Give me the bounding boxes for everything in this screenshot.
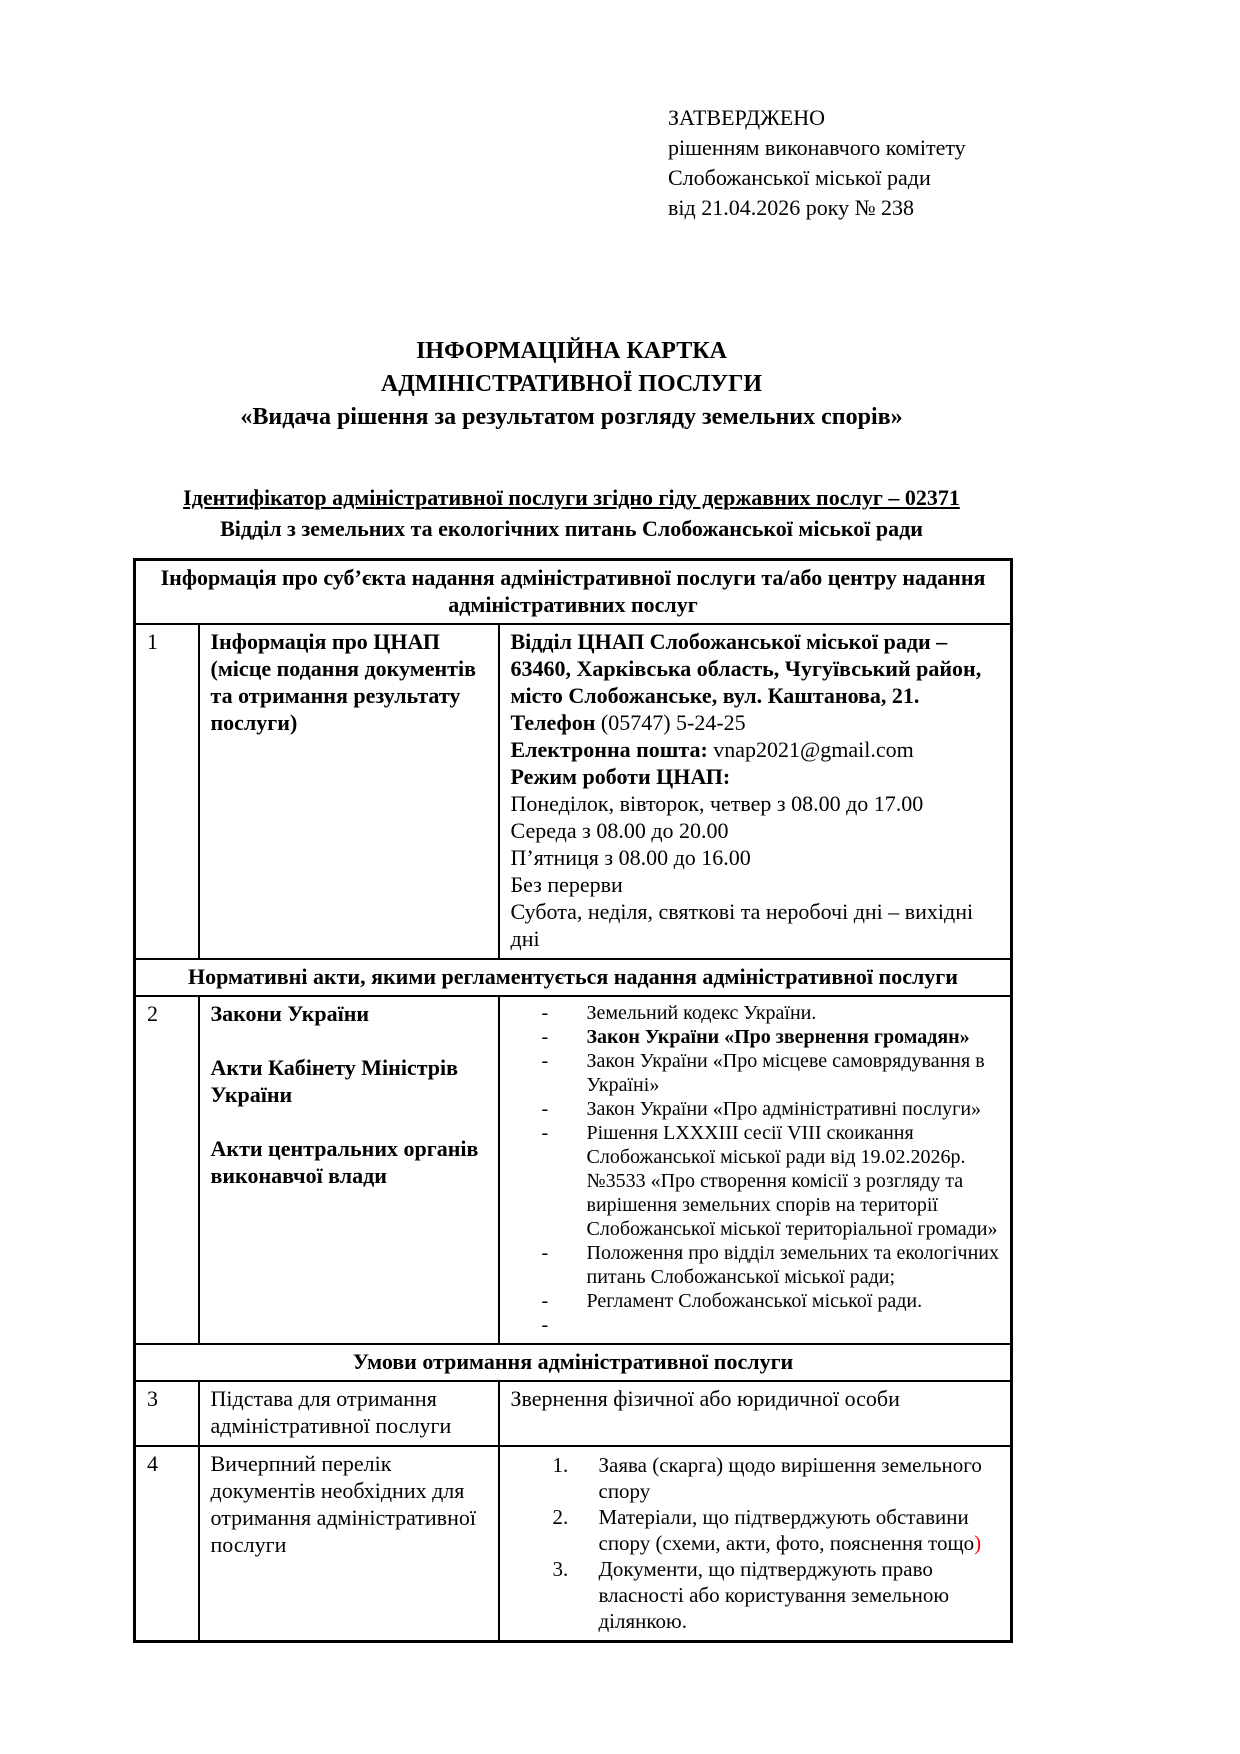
row2-label-cell [199,996,499,1344]
section-row-conditions [135,1344,1012,1381]
row1-value-cell [499,624,1012,959]
list-item [511,1289,1002,1313]
row2-acts-cell [499,996,1012,1344]
doc-number-3: 3. [552,1557,569,1581]
act-text-1: Земельний кодекс України. [586,1002,817,1024]
row2-label-2: Акти Кабінету Міністрів України [210,1055,459,1107]
cnap-address: Відділ ЦНАП Слобожанської міської ради – 63460, Харківська область, Чугуївський район, місто Слобожанське, вул. Каштанова, 21. [510,629,982,708]
list-item [511,1001,1002,1025]
row3-label: Підстава для отримання адміністративної послуги [199,1381,499,1446]
approval-line-1: ЗАТВЕРДЖЕНО [668,105,826,130]
section-header-legal: Нормативні акти, якими регламентується надання адміністративної послуги [135,959,1012,996]
title-line-1: ІНФОРМАЦІЙНА КАРТКА [416,338,727,364]
email-label: Електронна пошта: [510,737,708,762]
dash-bullet: - [541,1314,549,1336]
table-row-1 [135,624,1012,959]
title-line-3: «Видача рішення за результатом розгляду земельних спорів» [240,404,903,430]
phone-label: Телефон [510,710,596,735]
list-item [511,1121,1002,1241]
approval-line-3: Слобожанської міської ради [668,165,931,190]
cnap-email [511,736,1002,763]
act-text-7: Регламент Слобожанської міської ради. [586,1290,923,1312]
approval-block [668,103,1010,223]
phone-value: (05747) 5-24-25 [600,710,746,735]
service-identifier: Ідентифікатор адміністративної послуги згідно гіду державних послуг – 02371 [183,485,960,510]
info-card-table [133,558,1013,1643]
schedule-line-3: П’ятниця з 08.00 до 16.00 [510,845,751,870]
doc-number-1: 1. [552,1453,569,1477]
dash-bullet: - [541,1050,549,1072]
doc-text-2-red-paren: ) [974,1531,982,1555]
dash-bullet: - [541,1290,549,1312]
document-subtitle [133,482,1010,544]
document-title [133,335,1010,434]
doc-text-2 [599,1504,1002,1556]
row4-docs-cell [499,1446,1012,1642]
act-text-5: Рішення LXXXIII сесії VIII скоикання Слобожанської міської ради від 19.02.2026р. №3533 «Про створення комісії з розгляду та вирішення земельних спорів на території Слобожанської міської територіальної громади» [586,1122,998,1240]
list-item-empty [511,1313,1002,1337]
schedule-line-5: Субота, неділя, святкові та неробочі дні – вихідні дні [510,899,974,951]
list-item [511,1504,1002,1556]
section-header-info: Інформація про суб’єкта надання адміністративної послуги та/або центру надання адміністративних послуг [135,560,1012,625]
table-row-4 [135,1446,1012,1642]
section-row-legal [135,959,1012,996]
row3-number: 3 [135,1381,199,1446]
section-header-conditions: Умови отримання адміністративної послуги [135,1344,1012,1381]
row2-label-1: Закони України [210,1001,370,1026]
approval-line-2: рішенням виконавчого комітету [668,135,966,160]
act-text-empty [587,1313,1002,1337]
list-item [511,1452,1002,1504]
act-text-2: Закон України «Про звернення громадян» [586,1026,970,1048]
list-item [511,1556,1002,1634]
act-text-3: Закон України «Про місцеве самоврядування в Україні» [586,1050,985,1096]
row2-label-3: Акти центральних органів виконавчої влади [210,1136,479,1188]
section-row-info [135,560,1012,625]
act-text-4: Закон України «Про адміністративні послуги» [586,1098,982,1120]
list-item [511,1097,1002,1121]
row4-number: 4 [135,1446,199,1642]
doc-text-3: Документи, що підтверджують право власності або користування земельною ділянкою. [598,1557,950,1633]
row1-label: Інформація про ЦНАП (місце подання документів та отримання результату послуги) [199,624,499,959]
row3-value: Звернення фізичної або юридичної особи [499,1381,1012,1446]
table-row-3 [135,1381,1012,1446]
act-text-6: Положення про відділ земельних та екологічних питань Слобожанської міської ради; [586,1242,999,1288]
table-row-2 [135,996,1012,1344]
schedule-label: Режим роботи ЦНАП: [510,764,731,789]
list-item [511,1049,1002,1097]
row1-number: 1 [135,624,199,959]
dash-bullet: - [541,1242,549,1264]
doc-number-2: 2. [552,1505,569,1529]
title-line-2: АДМІНІСТРАТИВНОЇ ПОСЛУГИ [380,371,763,397]
schedule-line-1: Понеділок, вівторок, четвер з 08.00 до 17.00 [510,791,924,816]
row2-number: 2 [135,996,199,1344]
approval-line-4: від 21.04.2026 року № 238 [668,195,915,220]
schedule-line-4: Без перерви [510,872,623,897]
dash-bullet: - [541,1098,549,1120]
dash-bullet: - [541,1122,549,1144]
department-name: Відділ з земельних та екологічних питань Слобожанської міської ради [220,516,923,541]
dash-bullet: - [541,1026,549,1048]
row4-label: Вичерпний перелік документів необхідних для отримання адміністративної послуги [199,1446,499,1642]
dash-bullet: - [541,1002,549,1024]
email-value: vnap2021@gmail.com [713,737,914,762]
doc-text-1: Заява (скарга) щодо вирішення земельного спору [598,1453,982,1503]
doc-text-2-main: Матеріали, що підтверджують обставини спору (схеми, акти, фото, пояснення тощо [598,1505,975,1555]
list-item [511,1241,1002,1289]
cnap-phone [511,709,1002,736]
list-item [511,1025,1002,1049]
document-page [133,0,1010,1643]
schedule-line-2: Середа з 08.00 до 20.00 [510,818,729,843]
